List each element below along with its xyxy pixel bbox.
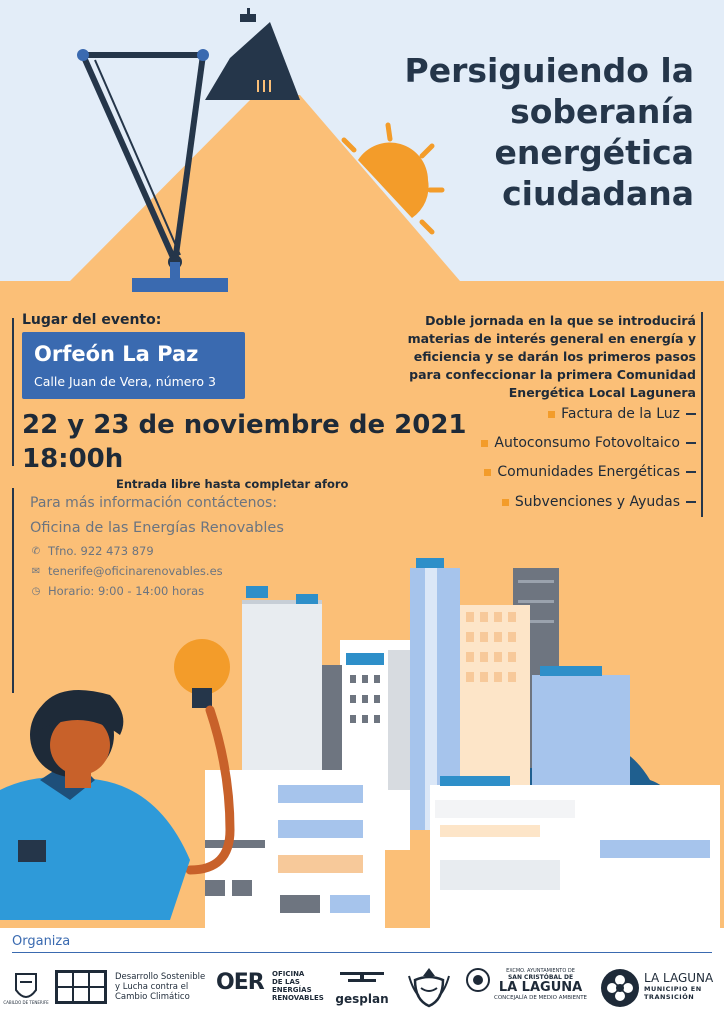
poster-title <box>334 50 694 214</box>
contact-hours: Horario: 9:00 - 14:00 horas <box>48 584 205 598</box>
bullet-icon <box>502 499 509 506</box>
divider-line <box>12 318 14 466</box>
description-text: para confeccionar la primera <box>409 367 613 382</box>
logo-text: OFICINA <box>272 970 305 978</box>
title-line: ciudadana <box>502 174 694 213</box>
person-illustration <box>0 690 190 920</box>
topic-item <box>484 464 696 480</box>
city-illustration <box>0 540 724 930</box>
logo-text: MUNICIPIO EN <box>644 985 702 993</box>
contact-office: Oficina de las Energías Renovables <box>30 520 284 536</box>
email-icon: ✉ <box>31 565 41 577</box>
ayuntamiento-logo-text <box>494 968 587 1002</box>
topic-item <box>502 494 696 510</box>
cabildo-tenerife-logo <box>3 968 49 1006</box>
title-line: Persiguiendo la <box>404 51 694 90</box>
gesplan-logo <box>334 968 390 1004</box>
logo-text: EXCMO. AYUNTAMIENTO DE <box>506 968 575 974</box>
logo-text: CABILDO DE TENERIFE <box>3 1000 49 1005</box>
phone-icon: ✆ <box>31 545 41 557</box>
logo-text: RENOVABLES <box>272 994 324 1002</box>
oer-logo-text <box>272 970 324 1002</box>
logo-text: LA LAGUNA <box>644 971 714 985</box>
contact-heading: Para más información contáctenos: <box>30 495 278 511</box>
description-line: eficiencia y se darán los primeros pasos <box>413 349 696 364</box>
topic-label: Subvenciones y Ayudas <box>514 494 680 510</box>
logo-text: TRANSICIÓN <box>644 993 695 1001</box>
bullet-icon <box>484 469 491 476</box>
bullet-icon <box>548 411 555 418</box>
tick-mark <box>686 442 696 444</box>
topic-label: Autoconsumo Fotovoltaico <box>494 435 680 451</box>
emblem-logo <box>405 966 453 1008</box>
logo-text: SAN CRISTÓBAL DE <box>507 974 574 981</box>
description-line <box>396 366 696 384</box>
description-highlight: Comunidad <box>616 367 696 382</box>
description-highlight: Energética Local Lagunera <box>508 385 696 400</box>
event-date <box>22 408 467 476</box>
clock-icon: ◷ <box>31 585 41 597</box>
venue-label: Lugar del evento: <box>22 312 162 328</box>
contact-phone[interactable]: Tfno. 922 473 879 <box>48 544 154 558</box>
title-line: soberanía <box>510 92 694 131</box>
topic-label: Factura de la Luz <box>561 406 680 422</box>
event-days: 22 y 23 de noviembre de 2021 <box>22 410 467 440</box>
divider-line <box>701 312 703 517</box>
logo-text: y Lucha contra el <box>115 982 189 992</box>
oer-logo-mark: OER <box>216 970 264 995</box>
logo-text: Cambio Climático <box>115 992 190 1002</box>
tick-mark <box>686 413 696 415</box>
description-line: Doble jornada en la que se introducirá <box>425 313 696 328</box>
ods-logo-text <box>115 972 205 1002</box>
title-line: energética <box>494 133 694 172</box>
venue-address: Calle Juan de Vera, número 3 <box>34 374 216 389</box>
event-time: 18:00h <box>22 444 124 474</box>
logo-text: CONCEJALÍA DE MEDIO AMBIENTE <box>494 995 588 1001</box>
footer-divider <box>12 952 712 953</box>
venue-name: Orfeón La Paz <box>34 342 199 366</box>
organiza-label: Organiza <box>12 934 71 949</box>
tick-mark <box>686 471 696 473</box>
logo-text: DE LAS <box>272 978 300 986</box>
venue-box <box>22 332 245 399</box>
logo-text: LA LAGUNA <box>498 980 583 995</box>
topic-label: Comunidades Energéticas <box>497 464 680 480</box>
bullet-icon <box>481 440 488 447</box>
entry-note: Entrada libre hasta completar aforo <box>116 477 349 491</box>
gesplan-logo-text: gesplan <box>335 992 389 1006</box>
ods-icons-logo <box>55 970 107 1004</box>
description-line <box>396 384 696 402</box>
logo-text: ENERGÍAS <box>272 986 312 994</box>
contact-email[interactable]: tenerife@oficinarenovables.es <box>48 564 223 578</box>
logo-text: Desarrollo Sostenible <box>115 972 206 982</box>
topic-item <box>481 435 696 451</box>
topic-item <box>548 406 696 422</box>
ayuntamiento-seal-icon <box>466 968 490 992</box>
transicion-logo-text <box>644 972 713 1001</box>
transicion-flower-icon <box>600 968 640 1008</box>
description-line: materias de interés general en energía y <box>407 331 696 346</box>
event-description <box>396 312 696 402</box>
tick-mark <box>686 501 696 503</box>
